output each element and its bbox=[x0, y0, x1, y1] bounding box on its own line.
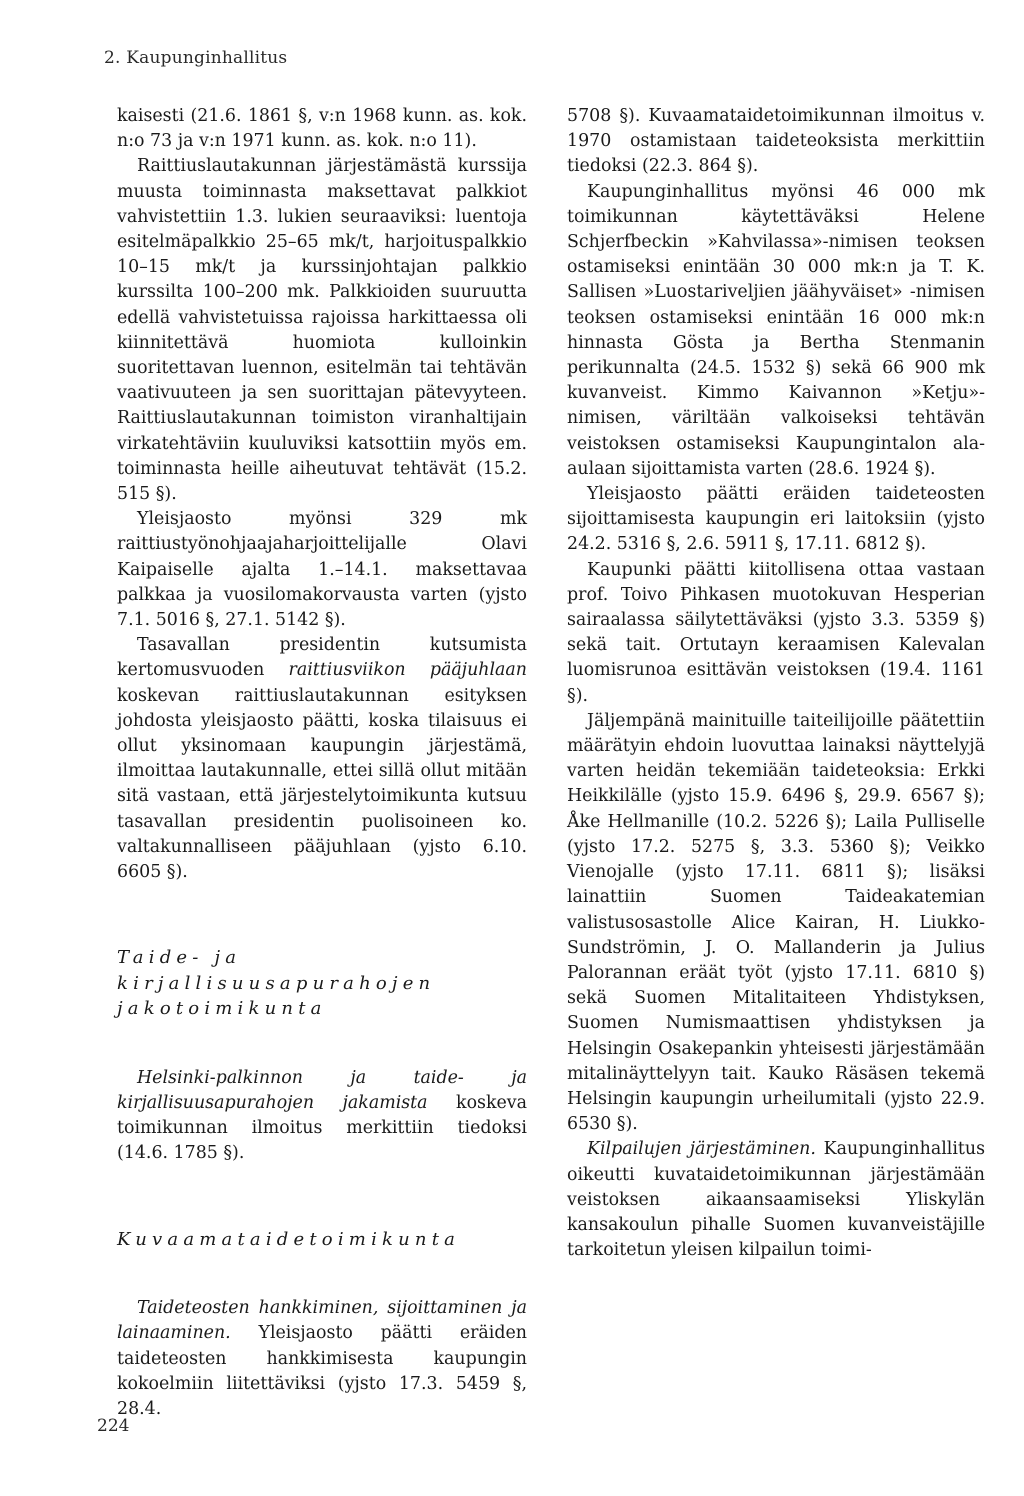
italic-phrase: Helsinki-palkinnon ja taide- ja kirjallisuusapurahojen jakamista bbox=[117, 1067, 527, 1113]
italic-phrase: Kilpailujen järjestäminen. bbox=[587, 1139, 816, 1160]
paragraph-text: koskevan raittiuslautakunnan esityksen johdosta yleisjaosto päätti, koska tilaisuus ei ollut yksinomaan kaupungin järjestämä, ilmoittaa lautakunnalle, ettei sillä ollut mitään sitä vastaan, että järjestelytoimikunta kutsuu tasavallan presidentin puolisoineen ko. valtakunnalliseen pääjuhlaan (yjsto 6.10. 6605 §). bbox=[117, 685, 527, 883]
paragraph-text: Kaupunginhallitus oikeutti kuvataidetoimikunnan järjestämään veistoksen aikaansaamiseksi Yliskylän kansakoulun pihalle Suomen kuvanveistäjille tarkoitetun yleisen kilpailun toimi- bbox=[567, 1139, 985, 1261]
section-heading: Kuvaamataidetoimikunta bbox=[117, 1228, 461, 1250]
spacer bbox=[117, 1252, 527, 1296]
paragraph: Yleisjaosto myönsi 329 mk raittiustyönohjaajaharjoittelijalle Olavi Kaipaiselle ajalta 1.–14.1. maksettavaa palkkaa ja vuosilomakorvausta varten (yjsto 7.1. 5016 §, 27.1. 5142 §). bbox=[117, 509, 527, 631]
left-column bbox=[117, 104, 527, 1422]
paragraph bbox=[117, 1066, 527, 1167]
spacer bbox=[117, 1167, 527, 1227]
paragraph: Kaupunki päätti kiitollisena ottaa vastaan prof. Toivo Pihkasen muotokuvan Hesperian sairaalassa säilytettäväksi (yjsto 3.3. 5359 §) sekä tait. Ortutayn keraamisen Kalevalan luomisrunoa esittävän veistoksen (19.4. 1161 §). bbox=[567, 559, 985, 706]
paragraph: 5708 §). Kuvaamataidetoimikunnan ilmoitus v. 1970 ostamistaan taideteoksista merkittiin tiedoksi (22.3. 864 §). bbox=[567, 106, 985, 177]
running-header: 2. Kaupunginhallitus bbox=[104, 48, 288, 68]
paragraph-text: Tasavallan presidentin kutsumista kertomusvuoden bbox=[117, 635, 527, 681]
paragraph: kaisesti (21.6. 1861 §, v:n 1968 kunn. as. kok. n:o 73 ja v:n 1971 kunn. as. kok. n:o 11). bbox=[117, 106, 527, 152]
paragraph: Kaupunginhallitus myönsi 46 000 mk toimikunnan käytettäväksi Helene Schjerfbeckin »Kahvilassa»-nimisen teoksen ostamiseksi enintään 30 000 mk:n ja T. K. Sallisen »Luostariveljien jäähyväiset» -nimisen teoksen ostamiseksi enintään 16 000 mk:n hinnasta Gösta ja Bertha Stenmanin perikunnalta (24.5. 1532 §) sekä 66 900 mk kuvanveist. Kimmo Kaivannon »Ketju»-nimisen, väriltään valkoiseksi tehtävän veistoksen ostamiseksi Kaupungintalon ala-aulaan sijoittamista varten (28.6. 1924 §). bbox=[567, 181, 985, 479]
paragraph bbox=[117, 633, 527, 885]
paragraph-text: Yleisjaosto päätti eräiden taideteosten hankkimisesta kaupungin kokoelmiin liitettäviksi (yjsto 17.3. 5459 §, 28.4. bbox=[117, 1323, 527, 1419]
paragraph: Jäljempänä mainituille taiteilijoille päätettiin määrätyin ehdoin luovuttaa lainaksi näyttelyjä varten heidän tekemiään taideteoksia: Erkki Heikkilälle (yjsto 15.9. 6496 §, 29.9. 6567 §); Åke Hellmanille (10.2. 5226 §); Laila Pulliselle (yjsto 17.2. 5275 §, 3.3. 5360 §); Veikko Vienojalle (yjsto 17.11. 6811 §); lisäksi lainattiin Suomen Taideakatemian valistusosastolle Alice Kairan, H. Liukko-Sundströmin, J. O. Mallanderin ja Julius Palorannan eräät työt (yjsto 17.11. 6810 §) sekä Suomen Mitalitaiteen Yhdistyksen, Suomen Numismaattisen yhdistyksen ja Helsingin Osakepankin yhteisesti järjestämään mitalinäyttelyyn tait. Kauko Räsäsen tekemä Helsingin kaupungin urheilumitali (yjsto 22.9. 6530 §). bbox=[567, 710, 985, 1135]
section-heading: Taide- ja kirjallisuusapurahojen jakotoimikunta bbox=[117, 947, 436, 1020]
italic-phrase: Taideteosten hankkiminen, sijoittaminen ja lainaaminen. bbox=[117, 1298, 527, 1344]
page-number: 224 bbox=[97, 1416, 130, 1436]
paragraph-text: koskeva toimikunnan ilmoitus merkittiin tiedoksi (14.6. 1785 §). bbox=[117, 1093, 527, 1164]
paragraph bbox=[117, 1296, 527, 1422]
italic-phrase: raittiusviikon pääjuhlaan bbox=[288, 660, 527, 681]
paragraph bbox=[567, 1137, 985, 1263]
spacer bbox=[117, 885, 527, 945]
right-column bbox=[567, 104, 985, 1263]
paragraph: Yleisjaosto päätti eräiden taideteosten sijoittamisesta kaupungin eri laitoksiin (yjsto 24.2. 5316 §, 2.6. 5911 §, 17.11. 6812 §). bbox=[567, 484, 985, 555]
paragraph: Raittiuslautakunnan järjestämästä kurssija muusta toiminnasta maksettavat palkkiot vahvistettiin 1.3. lukien seuraaviksi: luentoja esitelmäpalkkio 25–65 mk/t, harjoituspalkkio 10–15 mk/t ja kurssinjohtajan palkkio kurssilta 100–200 mk. Palkkioiden suuruutta edellä vahvistetuissa rajoissa harkittaessa oli kiinnitettävä huomiota kulloinkin suoritettavan luennon, esitelmän tai tehtävän vaativuuteen ja sen suorittajan pätevyyteen. Raittiuslautakunnan toimiston viranhaltijain virkatehtäviin kuuluviksi katsottiin myös em. toiminnasta heille aiheutuvat tehtävät (15.2. 515 §). bbox=[117, 156, 527, 505]
spacer bbox=[117, 1022, 527, 1066]
